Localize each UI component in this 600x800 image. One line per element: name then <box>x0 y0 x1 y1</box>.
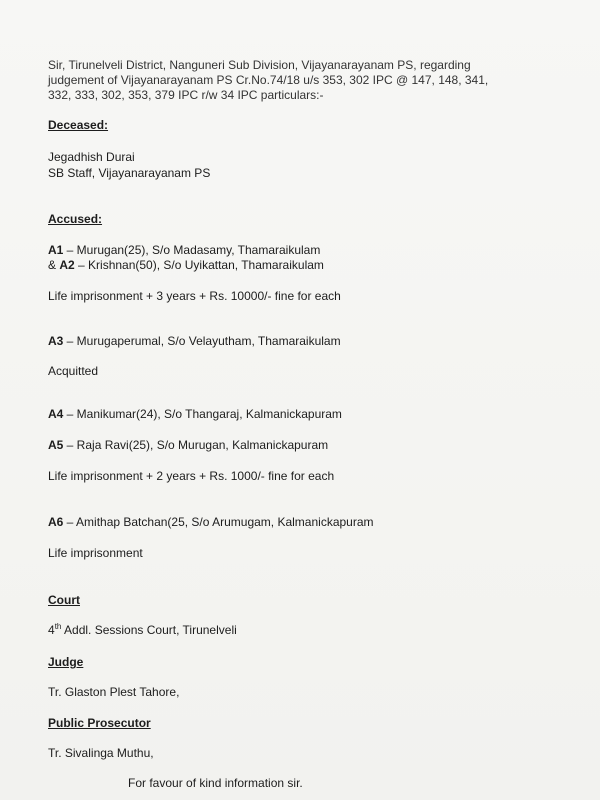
accused-a6 <box>48 515 374 529</box>
court-text: Addl. Sessions Court, Tirunelveli <box>61 623 237 637</box>
verdict-a3: Acquitted <box>48 364 99 378</box>
intro-line-1: Sir, Tirunelveli District, Nanguneri Sub Division, Vijayanarayanam PS, regarding <box>48 58 471 72</box>
court-ordinal: 4 <box>48 623 55 637</box>
deceased-name: Jegadhish Durai <box>48 150 135 164</box>
accused-heading: Accused: <box>48 212 103 226</box>
prosecutor-name: Tr. Sivalinga Muthu, <box>48 746 154 760</box>
deceased-detail: SB Staff, Vijayanarayanam PS <box>48 166 211 180</box>
accused-a6-text: – Amithap Batchan(25, S/o Arumugam, Kalmanickapuram <box>63 515 374 529</box>
accused-a1-code: A1 <box>48 243 64 257</box>
verdict-a6: Life imprisonment <box>48 546 143 560</box>
accused-a2 <box>48 258 324 272</box>
accused-a3-text: – Murugaperumal, S/o Velayutham, Thamaraikulam <box>63 334 341 348</box>
judge-name: Tr. Glaston Plest Tahore, <box>48 685 180 699</box>
accused-a5 <box>48 438 328 452</box>
accused-a4-text: – Manikumar(24), S/o Thangaraj, Kalmanickapuram <box>63 407 342 421</box>
verdict-a1-a2: Life imprisonment + 3 years + Rs. 10000/- fine for each <box>48 289 341 303</box>
prosecutor-heading: Public Prosecutor <box>48 716 151 730</box>
accused-a6-code: A6 <box>48 515 64 529</box>
judge-heading: Judge <box>48 655 84 669</box>
court-ordinal-suffix: th <box>54 622 62 631</box>
accused-a2-code: A2 <box>59 258 75 272</box>
intro-line-2: judgement of Vijayanarayanam PS Cr.No.74/18 u/s 353, 302 IPC @ 147, 148, 341, <box>48 73 489 87</box>
accused-a2-prefix: & <box>48 258 60 272</box>
accused-a3 <box>48 334 341 348</box>
intro-line-3: 332, 333, 302, 353, 379 IPC r/w 34 IPC particulars:- <box>48 88 324 102</box>
accused-a3-code: A3 <box>48 334 64 348</box>
accused-a1 <box>48 243 320 257</box>
accused-a4 <box>48 407 342 421</box>
intro-paragraph <box>48 58 560 103</box>
accused-a4-code: A4 <box>48 407 64 421</box>
verdict-a4-a5: Life imprisonment + 2 years + Rs. 1000/- fine for each <box>48 469 335 483</box>
deceased-heading: Deceased: <box>48 118 109 132</box>
accused-a2-text: – Krishnan(50), S/o Uyikattan, Thamaraikulam <box>74 258 324 272</box>
court-name <box>48 623 237 637</box>
accused-a5-text: – Raja Ravi(25), S/o Murugan, Kalmanickapuram <box>63 438 329 452</box>
accused-a5-code: A5 <box>48 438 64 452</box>
court-heading: Court <box>48 593 80 607</box>
closing-line: For favour of kind information sir. <box>128 776 303 790</box>
accused-a1-text: – Murugan(25), S/o Madasamy, Thamaraikulam <box>63 243 321 257</box>
